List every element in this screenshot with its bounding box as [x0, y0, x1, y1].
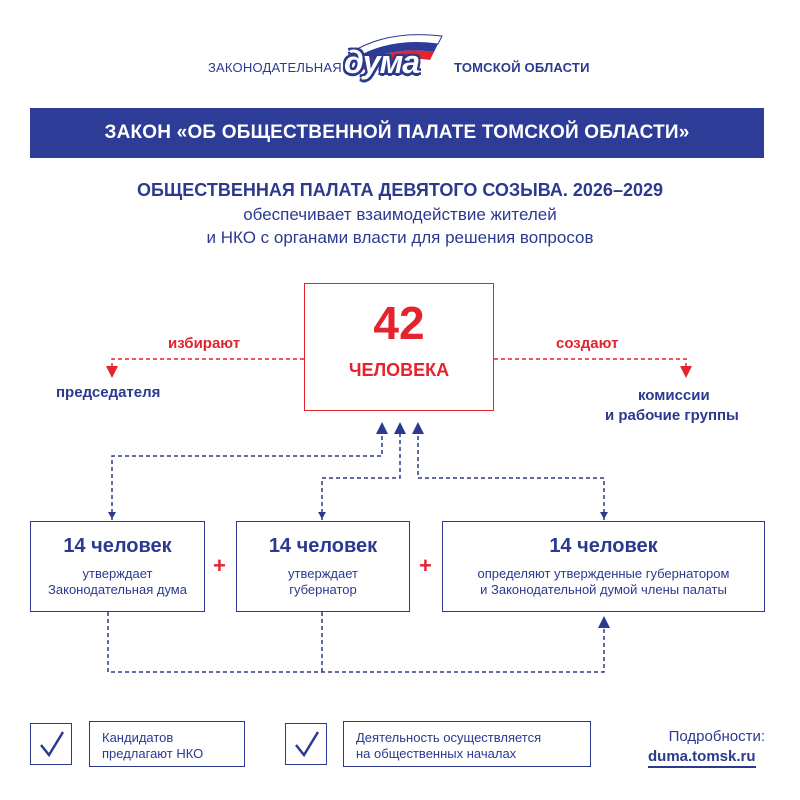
note-2-line-2: на общественных началах: [356, 746, 517, 761]
note-box-2: [343, 721, 591, 767]
website-link-wrap[interactable]: [648, 748, 756, 766]
blue-up-connector-left: [112, 428, 382, 520]
right-branch-target-2: и рабочие группы: [605, 407, 739, 424]
blue-up-connector-right: [418, 428, 604, 520]
checkmark-icon: [39, 730, 65, 758]
blue-up-connector-middle: [322, 428, 400, 520]
group-count: 14 человек: [549, 535, 658, 557]
group-box-governor: [236, 521, 410, 612]
subtitle-line-2: и НКО с органами власти для решения вопросов: [206, 228, 594, 247]
bottom-loop-connector: [108, 612, 604, 672]
group-desc-line-2: губернатор: [289, 582, 357, 597]
center-box: [304, 283, 494, 411]
group-desc-line-1: утверждает: [288, 566, 358, 581]
website-link[interactable]: duma.tomsk.ru: [648, 748, 756, 768]
group-desc-line-1: определяют утвержденные губернатором: [477, 566, 730, 581]
header-left-text: ЗАКОНОДАТЕЛЬНАЯ: [208, 60, 342, 75]
group-desc-line-2: Законодательная дума: [48, 582, 187, 597]
left-branch-target: председателя: [56, 384, 161, 401]
checkmark-box-2: [285, 723, 327, 765]
plus-sign: +: [213, 553, 226, 578]
group-desc-line-1: утверждает: [82, 566, 153, 581]
banner-title: ЗАКОН «ОБ ОБЩЕСТВЕННОЙ ПАЛАТЕ ТОМСКОЙ ОБЛАСТИ»: [104, 122, 690, 143]
center-label: ЧЕЛОВЕКА: [348, 360, 450, 380]
note-box-1: [89, 721, 245, 767]
group-box-members: [442, 521, 765, 612]
subtitle-heading: ОБЩЕСТВЕННАЯ ПАЛАТА ДЕВЯТОГО СОЗЫВА. 2026–2029: [136, 180, 663, 200]
center-number: 42: [373, 297, 425, 349]
right-branch-target-1: комиссии: [638, 387, 710, 404]
group-desc-line-2: и Законодательной думой члены палаты: [480, 582, 727, 597]
right-red-connector: [494, 359, 686, 372]
group-box-duma: [30, 521, 205, 612]
header-right-text: ТОМСКОЙ ОБЛАСТИ: [454, 60, 590, 75]
more-info-label: Подробности:: [668, 728, 765, 745]
left-red-connector: [112, 359, 304, 372]
note-1-line-1: Кандидатов: [102, 730, 174, 745]
group-count: 14 человек: [268, 535, 378, 557]
group-count: 14 человек: [63, 535, 172, 557]
duma-logo: [338, 30, 450, 82]
title-banner: [30, 108, 764, 158]
left-branch-verb: избирают: [168, 335, 241, 352]
plus-sign: +: [419, 553, 432, 578]
note-2-line-1: Деятельность осуществляется: [356, 730, 542, 745]
logo-wordmark: дума: [344, 44, 420, 80]
checkmark-icon: [294, 730, 320, 758]
subtitle-line-1: обеспечивает взаимодействие жителей: [243, 205, 557, 224]
checkmark-box-1: [30, 723, 72, 765]
right-branch-verb: создают: [556, 335, 619, 352]
note-1-line-2: предлагают НКО: [102, 746, 204, 761]
